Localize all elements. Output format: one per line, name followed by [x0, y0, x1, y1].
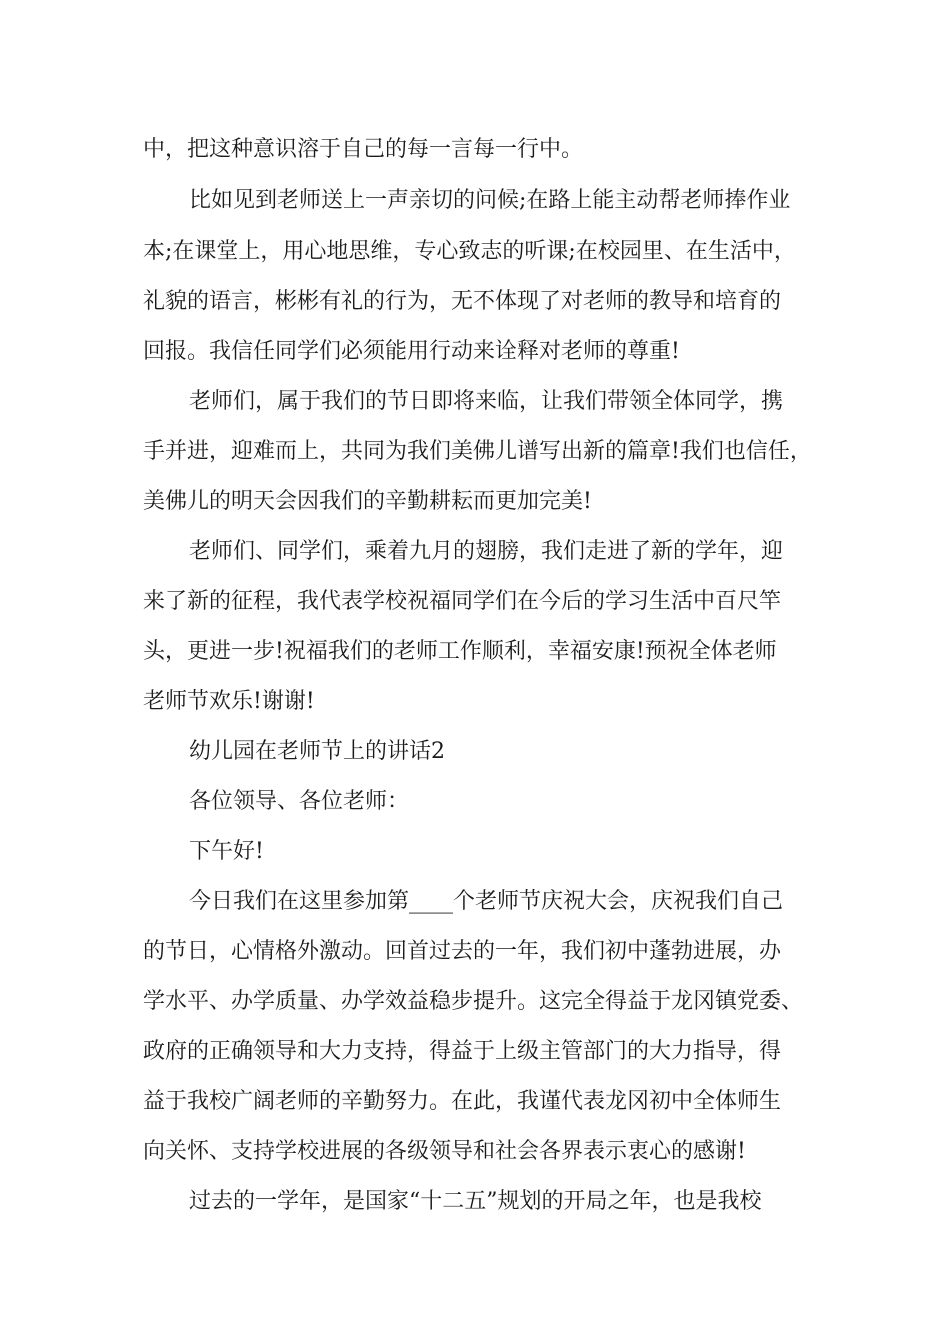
text-line: 向关怀、支持学校进展的各级领导和社会各界表示衷心的感谢! [143, 1139, 746, 1164]
section-heading: 幼儿园在老师节上的讲话2 [189, 739, 445, 764]
text-line: 学水平、办学质量、办学效益稳步提升。这完全得益于龙冈镇党委、 [143, 989, 804, 1014]
text-line: 今日我们在这里参加第____个老师节庆祝大会，庆祝我们自己 [189, 889, 784, 914]
text-line: 中，把这种意识溶于自己的每一言每一行中。 [143, 137, 584, 162]
greeting: 下午好! [189, 839, 264, 864]
text-line: 回报。我信任同学们必须能用行动来诠释对老师的尊重! [143, 339, 680, 364]
text-line: 老师节欢乐!谢谢! [143, 689, 315, 714]
text-line: 本;在课堂上，用心地思维，专心致志的听课;在校园里、在生活中， [143, 239, 796, 264]
text-line: 政府的正确领导和大力支持，得益于上级主管部门的大力指导，得 [143, 1039, 782, 1064]
text-line: 美佛儿的明天会因我们的辛勤耕耘而更加完美! [143, 489, 592, 514]
text-line: 礼貌的语言，彬彬有礼的行为，无不体现了对老师的教导和培育的 [143, 289, 782, 314]
text-line: 头，更进一步!祝福我们的老师工作顺利，幸福安康!预祝全体老师 [143, 639, 777, 664]
text-line: 老师们、同学们，乘着九月的翅膀，我们走进了新的学年，迎 [189, 539, 784, 564]
text-line: 比如见到老师送上一声亲切的问候;在路上能主动帮老师捧作业 [189, 188, 791, 213]
text-line: 过去的一学年，是国家“十二五”规划的开局之年，也是我校 [189, 1189, 762, 1214]
salutation: 各位领导、各位老师： [189, 789, 410, 814]
text-line: 来了新的征程，我代表学校祝福同学们在今后的学习生活中百尺竿 [143, 589, 782, 614]
text-line: 老师们，属于我们的节日即将来临，让我们带领全体同学，携 [189, 389, 784, 414]
text-line: 手并进，迎难而上，共同为我们美佛儿谱写出新的篇章!我们也信任， [143, 439, 812, 464]
text-line: 的节日，心情格外激动。回首过去的一年，我们初中蓬勃进展，办 [143, 939, 782, 964]
text-line: 益于我校广阔老师的辛勤努力。在此，我谨代表龙冈初中全体师生 [143, 1089, 782, 1114]
